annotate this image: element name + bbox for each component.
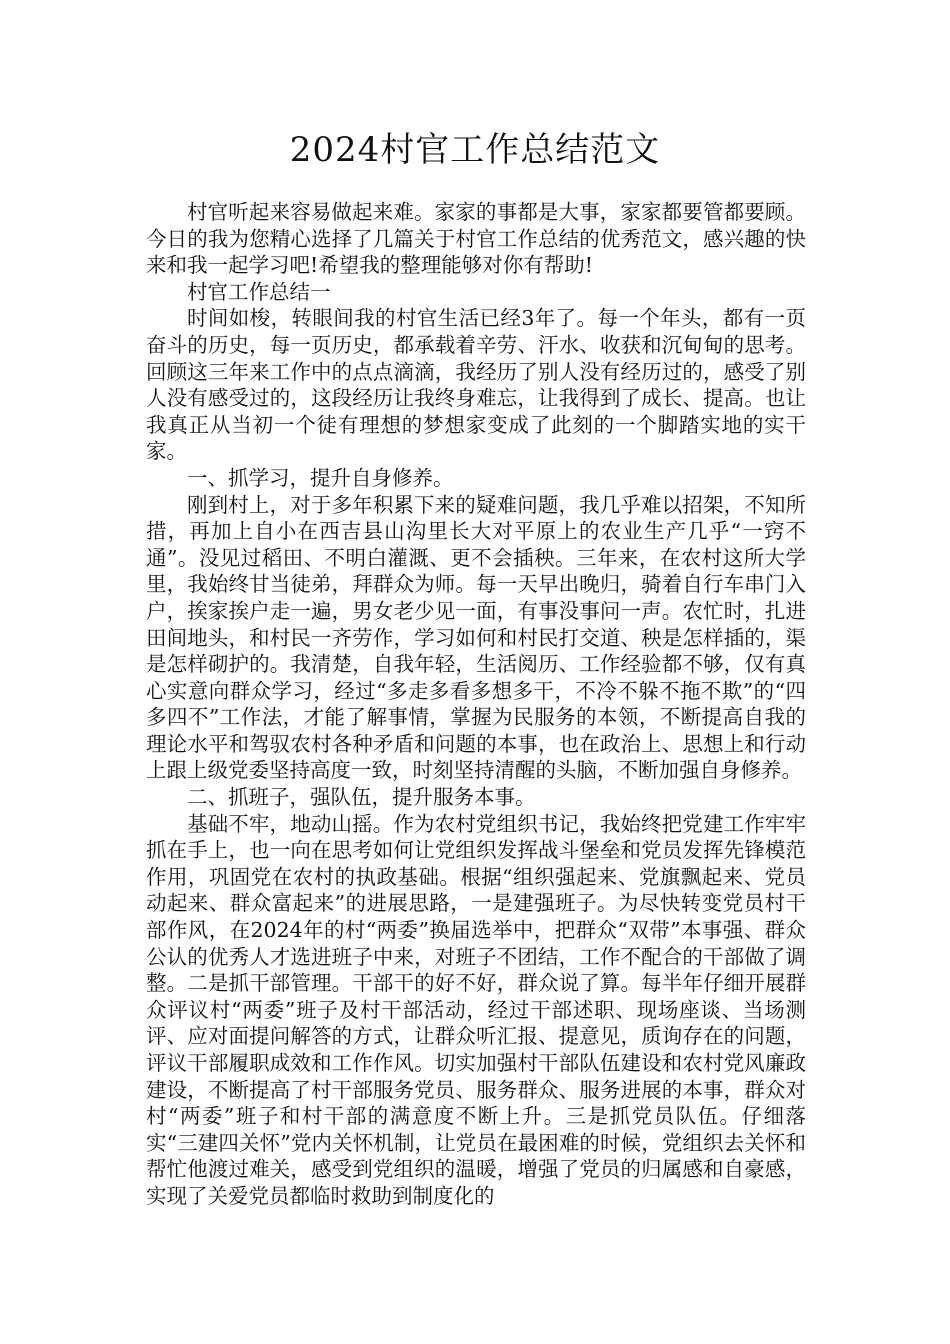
- body-paragraph: 刚到村上，对于多年积累下来的疑难问题，我几乎难以招架，不知所措，再加上自小在西吉县山沟里长大对平原上的农业生产几乎“一窍不通”。没见过稻田、不明白灌溉、更不会插秧。三年来，在农村这所大学里，我始终甘当徒弟，拜群众为师。每一天早出晚归，骑着自行车串门入户，挨家挨户走一遍，男女老少见一面，有事没事问一声。农忙时，扎进田间地头，和村民一齐劳作，学习如何和村民打交道、秧是怎样插的，渠是怎样砌护的。我清楚，自我年轻，生活阅历、工作经验都不够，仅有真心实意向群众学习，经过“多走多看多想多干，不冷不躲不拖不欺”的“四多四不”工作法，才能了解事情，掌握为民服务的本领，不断提高自我的理论水平和驾驭农村各种矛盾和问题的本事，也在政治上、思想上和行动上跟上级党委坚持高度一致，时刻坚持清醒的头脑，不断加强自身修养。: [146, 492, 806, 783]
- section-heading-team: 二、抓班子，强队伍，提升服务本事。: [187, 785, 536, 810]
- section-heading-summary-one: 村官工作总结一: [187, 279, 331, 304]
- body-paragraph: 时间如梭，转眼间我的村官生活已经3年了。每一个年头，都有一页奋斗的历史，每一页历史，都承载着辛劳、汗水、收获和沉甸甸的思考。回顾这三年来工作中的点点滴滴，我经历了别人没有经历过的，感受了别人没有感受过的，这段经历让我终身难忘，让我得到了成长、提高。也让我真正从当初一个徒有理想的梦想家变成了此刻的一个脚踏实地的实干家。: [146, 306, 806, 464]
- document-title: 2024村官工作总结范文: [289, 130, 661, 170]
- document-body: [146, 199, 806, 1210]
- intro-paragraph: 村官听起来容易做起来难。家家的事都是大事，家家都要管都要顾。今日的我为您精心选择了几篇关于村官工作总结的优秀范文，感兴趣的快来和我一起学习吧!希望我的整理能够对你有帮助!: [146, 200, 806, 278]
- body-paragraph: 基础不牢，地动山摇。作为农村党组织书记，我始终把党建工作牢牢抓在手上，也一向在思考如何让党组织发挥战斗堡垒和党员发挥先锋模范作用，巩固党在农村的执政基础。根据“组织强起来、党旗飘起来、党员动起来、群众富起来”的进展思路，一是建强班子。为尽快转变党员村干部作风，在2024年的村“两委”换届选举中，把群众“双带”本事强、群众公认的优秀人才选进班子中来，对班子不团结，工作不配合的干部做了调整。二是抓干部管理。干部干的好不好，群众说了算。每半年仔细开展群众评议村“两委”班子及村干部活动，经过干部述职、现场座谈、当场测评、应对面提问解答的方式，让群众听汇报、提意见，质询存在的问题，评议干部履职成效和工作作风。切实加强村干部队伍建设和农村党风廉政建设，不断提高了村干部服务党员、服务群众、服务进展的本事，群众对村“两委”班子和村干部的满意度不断上升。三是抓党员队伍。仔细落实“三建四关怀”党内关怀机制，让党员在最困难的时候，党组织去关怀和帮忙他渡过难关，感受到党组织的温暖，增强了党员的归属感和自豪感，实现了关爱党员都临时救助到制度化的: [146, 811, 806, 1208]
- section-heading-study: 一、抓学习，提升自身修养。: [187, 465, 454, 490]
